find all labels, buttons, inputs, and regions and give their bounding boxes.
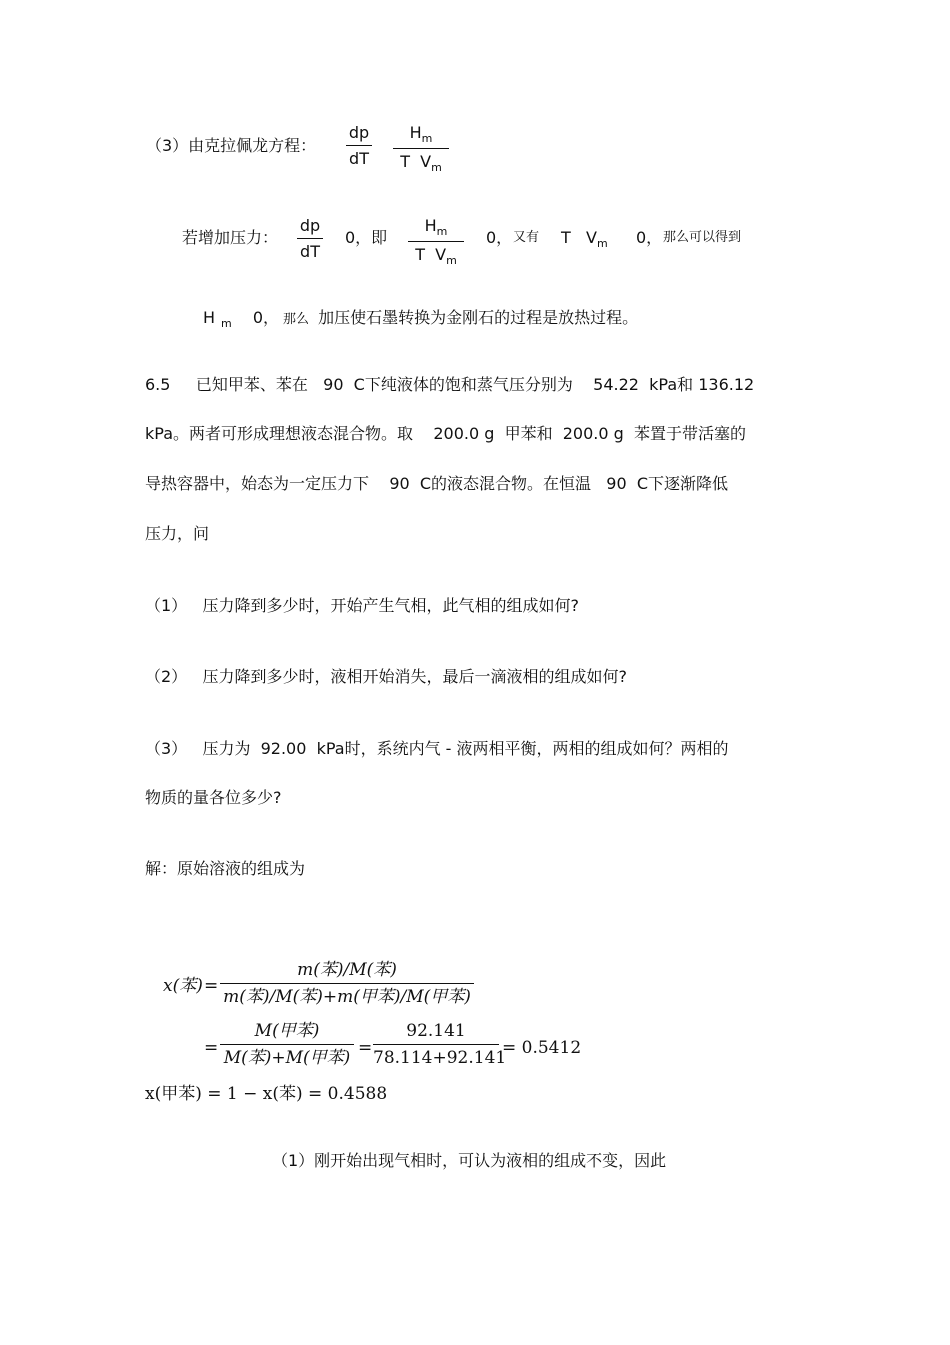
t-v-symbols: T V	[400, 152, 432, 171]
molar-subscript: m	[446, 254, 457, 267]
solution-intro: 解：原始溶液的组成为	[145, 859, 306, 878]
also-have-text: 又有	[513, 230, 540, 245]
fraction-numerator	[408, 218, 464, 237]
conclusion-text: 加压使石墨转换为金刚石的过程是放热过程。	[318, 308, 639, 327]
molar-subscript: m	[596, 237, 608, 250]
fraction-bar	[373, 1044, 499, 1045]
problem-line-4: 压力，问	[145, 524, 210, 543]
fraction-denominator	[393, 154, 449, 173]
question-2: （2） 压力降到多少时，液相开始消失，最后一滴液相的组成如何?	[145, 667, 627, 686]
fraction-numerator: 92.141	[406, 1021, 466, 1041]
fraction-numerator: m(苯)/M(苯)	[297, 960, 397, 980]
dp-numerator: dp	[299, 216, 321, 235]
numeric-fraction	[373, 1021, 507, 1068]
t-v-symbols: T V	[415, 245, 447, 264]
fraction-bar	[346, 145, 372, 146]
molar-subscript: m	[436, 225, 448, 238]
molar-subscript: m	[431, 161, 442, 174]
relation-zero: 0，	[252, 308, 280, 327]
fraction-denominator	[408, 247, 464, 266]
dp-dt-fraction-2	[297, 218, 323, 260]
then-text: 那么	[283, 312, 310, 327]
enthalpy-symbol: H	[409, 123, 422, 142]
problem-line-3: 导热容器中，始态为一定压力下 90 C的液态混合物。在恒温 90 C下逐渐降低	[145, 474, 729, 493]
t-delta-v	[561, 230, 608, 249]
fraction-bar	[297, 238, 323, 239]
fraction-numerator	[393, 125, 449, 144]
equals-sign-3: =	[358, 1038, 373, 1058]
toluene-result-line: x(甲苯) = 1 − x(苯) = 0.4588	[145, 1084, 388, 1104]
fraction-bar	[408, 241, 464, 242]
conclusion-line	[203, 310, 638, 329]
fraction-denominator: 78.114+92.141	[373, 1048, 507, 1068]
relation-1: 0，即	[345, 228, 388, 247]
dt-denominator: dT	[349, 149, 369, 168]
relation-2: 0，	[486, 228, 513, 247]
fraction-numerator: M(甲苯)	[254, 1021, 320, 1041]
dt-denominator: dT	[300, 242, 320, 261]
molar-subscript: m	[221, 317, 232, 330]
equals-sign-1: =	[204, 976, 219, 996]
fraction-bar	[393, 148, 449, 149]
equals-sign-2: =	[204, 1038, 219, 1058]
step-1-text: （1）刚开始出现气相时，可认为液相的组成不变，因此	[272, 1151, 667, 1170]
fraction-denominator: m(苯)/M(苯)+m(甲苯)/M(甲苯)	[223, 987, 471, 1007]
molar-mass-fraction	[220, 1023, 354, 1067]
t-v-symbols: T V	[561, 228, 597, 247]
h-over-tv-fraction-1	[393, 125, 449, 173]
problem-line-1: 6.5 已知甲苯、苯在 90 C下纯液体的饱和蒸气压分别为 54.22 kPa和 136.12	[145, 375, 755, 394]
fraction-denominator: M(苯)+M(甲苯)	[223, 1048, 351, 1068]
fraction-bar	[220, 1044, 354, 1045]
question-3-line-1: （3） 压力为 92.00 kPa时，系统内气 - 液两相平衡，两相的组成如何？两相的	[145, 739, 729, 758]
then-obtain-text: 那么可以得到	[663, 230, 742, 245]
dp-dt-fraction-1	[346, 125, 372, 167]
x-benzene-symbol: x(苯)	[163, 976, 203, 996]
relation-3: 0，	[636, 228, 663, 247]
enthalpy-symbol: H	[203, 308, 216, 327]
molar-subscript: m	[421, 132, 433, 145]
enthalpy-symbol: H	[424, 216, 437, 235]
question-3-line-2: 物质的量各位多少?	[145, 788, 282, 807]
problem-line-2: kPa。两者可形成理想液态混合物。取 200.0 g 甲苯和 200.0 g 苯置于带活塞的	[145, 424, 746, 443]
fraction-bar	[220, 983, 474, 984]
mole-fraction-fraction	[220, 962, 474, 1006]
clapeyron-label: （3）由克拉佩龙方程：	[146, 136, 317, 155]
dp-numerator: dp	[348, 123, 370, 142]
increase-pressure-label: 若增加压力：	[182, 228, 279, 247]
h-over-tv-fraction-2	[408, 218, 464, 266]
benzene-result: = 0.5412	[502, 1038, 582, 1058]
question-1: （1） 压力降到多少时，开始产生气相，此气相的组成如何?	[145, 596, 579, 615]
